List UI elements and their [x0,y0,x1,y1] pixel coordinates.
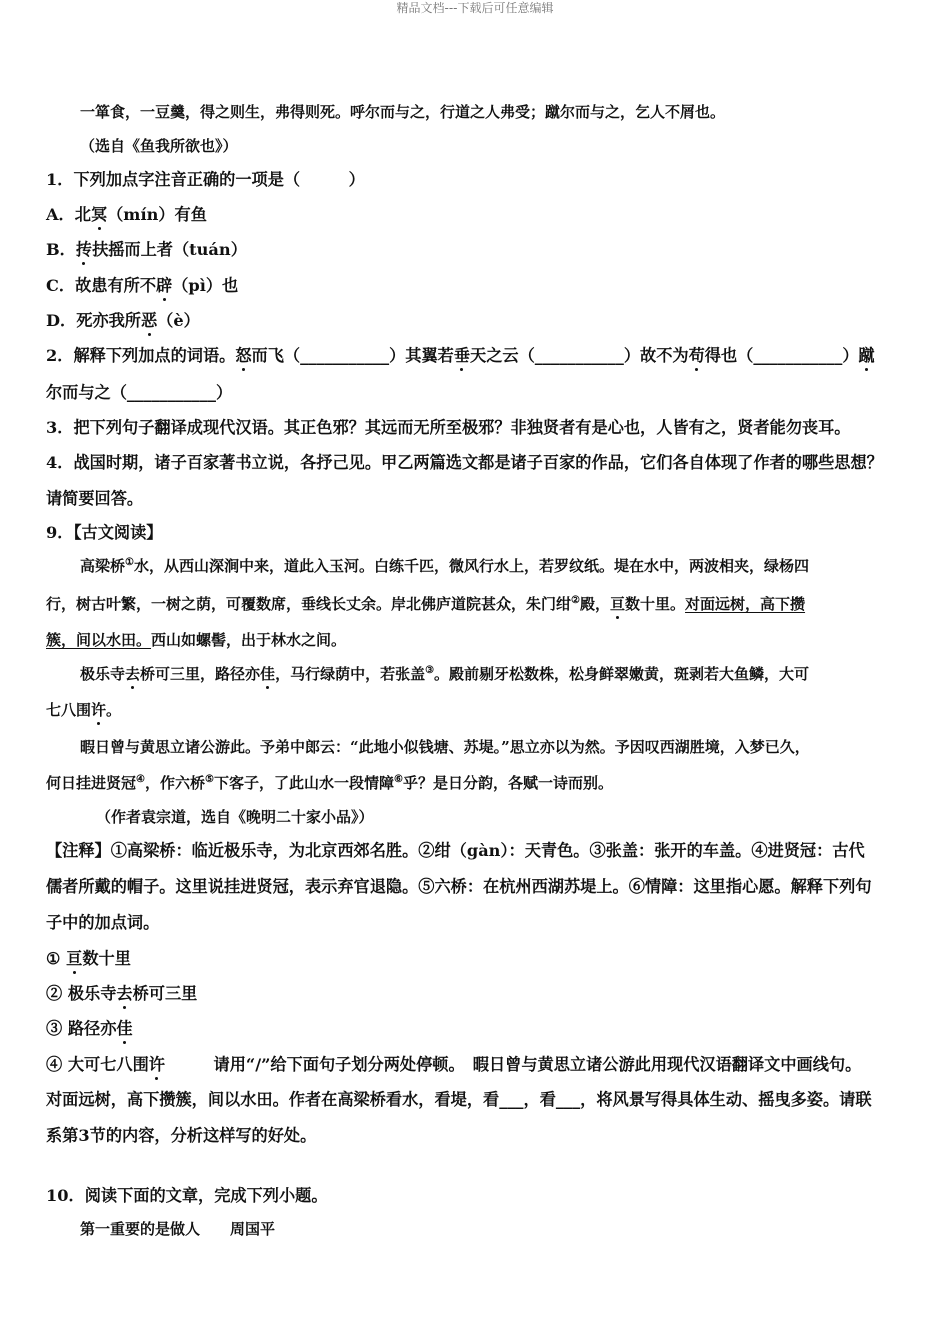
question-10-stem: 10．阅读下面的文章，完成下列小题。 [46,1186,328,1205]
q9-paragraph-1-line-1: 高梁桥①水，从西山深涧中来，道此入玉河。白练千匹，微风行水上，若罗纹纸。堤在水中，两波相夹，绿杨四 [80,557,809,575]
q9-paragraph-3-line-1: 暇日曾与黄思立诸公游此。予弟中郎云：“此地小似钱塘、苏堤。”思立亦以为然。予因叹西湖胜境，入梦已久， [80,738,810,756]
question-2-line-2: 尔而与之（___________） [46,383,233,402]
q9-item-3: ③ 路径亦佳 [46,1019,133,1038]
question-1-option-c: C．故患有所不辟（pì）也 [46,276,239,295]
question-9-title: 9．【古文阅读】 [46,523,163,542]
question-1-option-d: D．死亦我所恶（è） [46,311,200,330]
question-4-line-1: 4．战国时期，诸子百家著书立说，各抒己见。甲乙两篇选文都是诸子百家的作品，它们各自体现了作者的哪些思想？ [46,453,883,472]
q9-note-line-1: 【注释】①高梁桥：临近极乐寺，为北京西郊名胜。②绀（gàn）：天青色。③张盖：张开的车盖。④进贤冠：古代 [46,841,865,860]
q9-paragraph-1-line-2: 行，树古叶繁，一树之荫，可覆数席，垂线长丈余。岸北佛庐道院甚众，朱门绀②殿，亘数十里。对面远树，高下攒 [46,595,806,613]
question-4-line-2: 请简要回答。 [46,489,144,508]
question-1-option-a: A．北冥（mín）有鱼 [46,205,207,224]
question-1-stem: 1．下列加点字注音正确的一项是（ ） [46,170,365,189]
q9-source: （作者袁宗道，选自《晚明二十家小品》） [96,808,374,826]
q9-paragraph-1-line-3: 簇，间以水田。西山如螺髻，出于林水之间。 [46,631,347,649]
q9-note-line-3: 子中的加点词。 [46,913,160,932]
question-10-article-title: 第一重要的是做人 周国平 [80,1220,276,1238]
passage-source: （选自《鱼我所欲也》） [80,137,238,155]
q9-item-1: ① 亘数十里 [46,949,131,968]
question-2-line-1: 2．解释下列加点的词语。怒而飞（___________）其翼若垂天之云（___________）故不为苟得也（___________）蹴 [46,346,875,365]
q9-paragraph-3-line-2: 何日挂进贤冠④，作六桥⑤下客子，了此山水一段情障⑥乎？是日分韵，各赋一诗而别。 [46,774,613,792]
q9-item-4: ④ 大可七八围许 请用“/”给下面句子划分两处停顿。 暇日曾与黄思立诸公游此用现代汉语翻译文中画线句。 [46,1055,862,1074]
q9-paragraph-2-line-1: 极乐寺去桥可三里，路径亦佳，马行绿荫中，若张盖③。殿前剔牙松数株，松身鲜翠嫩黄，斑剥若大鱼鳞，大可 [80,665,810,683]
page-header: 精品文档---下载后可任意编辑 [396,1,554,15]
question-3: 3．把下列句子翻译成现代汉语。其正色邪？其远而无所至极邪？非独贤者有是心也，人皆有之，贤者能勿丧耳。 [46,418,851,437]
q9-analysis-line-2: 系第3节的内容，分析这样写的好处。 [46,1126,317,1145]
q9-paragraph-2-line-2: 七八围许。 [46,701,122,719]
q9-note-line-2: 儒者所戴的帽子。这里说挂进贤冠，表示弃官退隐。⑤六桥：在杭州西湖苏堤上。⑥情障：这里指心愿。解释下列句 [46,877,872,896]
q9-item-2: ② 极乐寺去桥可三里 [46,984,198,1003]
q9-analysis-line-1: 对面远树，高下攒簇，间以水田。作者在高梁桥看水，看堤，看___，看___，将风景写得具体生动、摇曳多姿。请联 [46,1090,872,1109]
passage-ending: 一箪食，一豆羹，得之则生，弗得则死。呼尔而与之，行道之人弗受；蹴尔而与之，乞人不屑也。 [80,103,726,121]
question-1-option-b: B．抟扶摇而上者（tuán） [46,240,247,259]
